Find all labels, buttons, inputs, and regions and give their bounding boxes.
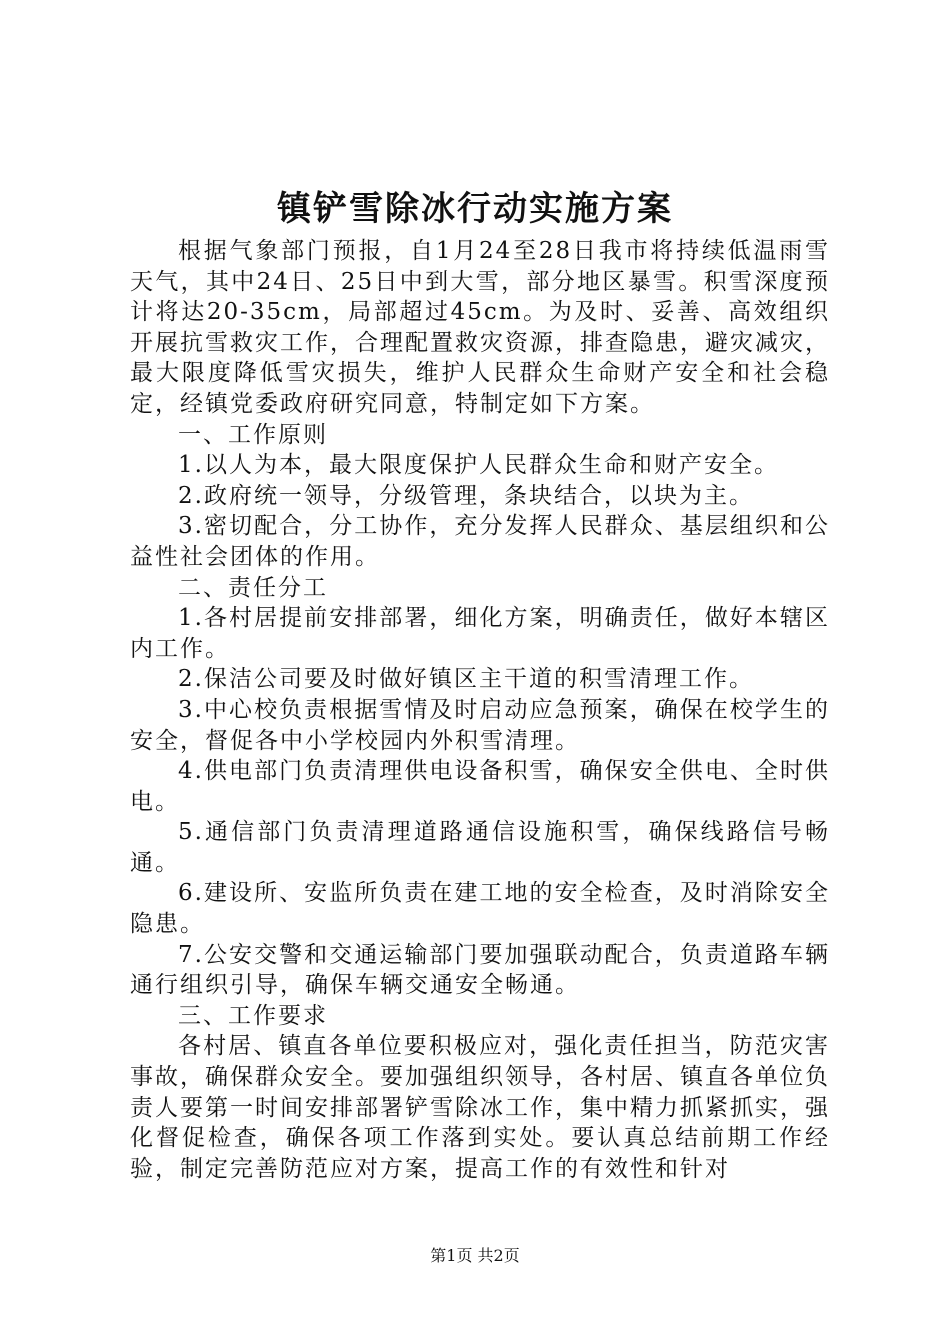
paragraph-requirements: 各村居、镇直各单位要积极应对，强化责任担当，防范灾害事故，确保群众安全。要加强组织领导，各村居、镇直各单位负责人要第一时间安排部署铲雪除冰工作，集中精力抓紧抓实，强化督促检查，确保各项工作落到实处。要认真总结前期工作经验，制定完善防范应对方案，提高工作的有效性和针对 [130, 1033, 830, 1182]
principle-item: 2.政府统一领导，分级管理，条块结合，以块为主。 [178, 482, 754, 509]
responsibility-item: 6.建设所、安监所负责在建工地的安全检查，及时消除安全隐患。 [130, 880, 830, 938]
page-footer: 第1页 共2页 [430, 1246, 520, 1265]
principle-item: 1.以人为本，最大限度保护人民群众生命和财产安全。 [178, 452, 779, 479]
principle-item: 3.密切配合，分工协作，充分发挥人民群众、基层组织和公益性社会团体的作用。 [130, 513, 830, 570]
section-heading-principles: 一、工作原则 [178, 421, 328, 448]
document-body [130, 236, 830, 1184]
section-heading-requirements: 三、工作要求 [178, 1002, 328, 1029]
responsibility-item: 3.中心校负责根据雪情及时启动应急预案，确保在校学生的安全，督促各中小学校园内外积雪清理。 [130, 696, 830, 754]
section-heading-responsibilities: 二、责任分工 [178, 574, 328, 601]
responsibility-item: 2.保洁公司要及时做好镇区主干道的积雪清理工作。 [178, 666, 754, 693]
responsibility-item: 7.公安交警和交通运输部门要加强联动配合，负责道路车辆通行组织引导，确保车辆交通安全畅通。 [130, 941, 830, 999]
responsibility-item: 1.各村居提前安排部署，细化方案，明确责任，做好本辖区内工作。 [130, 605, 830, 662]
responsibility-item: 4.供电部门负责清理供电设备积雪，确保安全供电、全时供电。 [130, 758, 830, 815]
document-title: 镇铲雪除冰行动实施方案 [277, 189, 673, 229]
responsibility-item: 5.通信部门负责清理道路通信设施积雪，确保线路信号畅通。 [130, 819, 830, 876]
paragraph-intro: 根据气象部门预报，自1月24至28日我市将持续低温雨雪天气，其中24日、25日中到大雪，部分地区暴雪。积雪深度预计将达20-35cm，局部超过45cm。为及时、妥善、高效组织开展抗雪救灾工作，合理配置救灾资源，排查隐患，避灾减灾，最大限度降低雪灾损失，维护人民群众生命财产安全和社会稳定，经镇党委政府研究同意，特制定如下方案。 [130, 238, 830, 417]
